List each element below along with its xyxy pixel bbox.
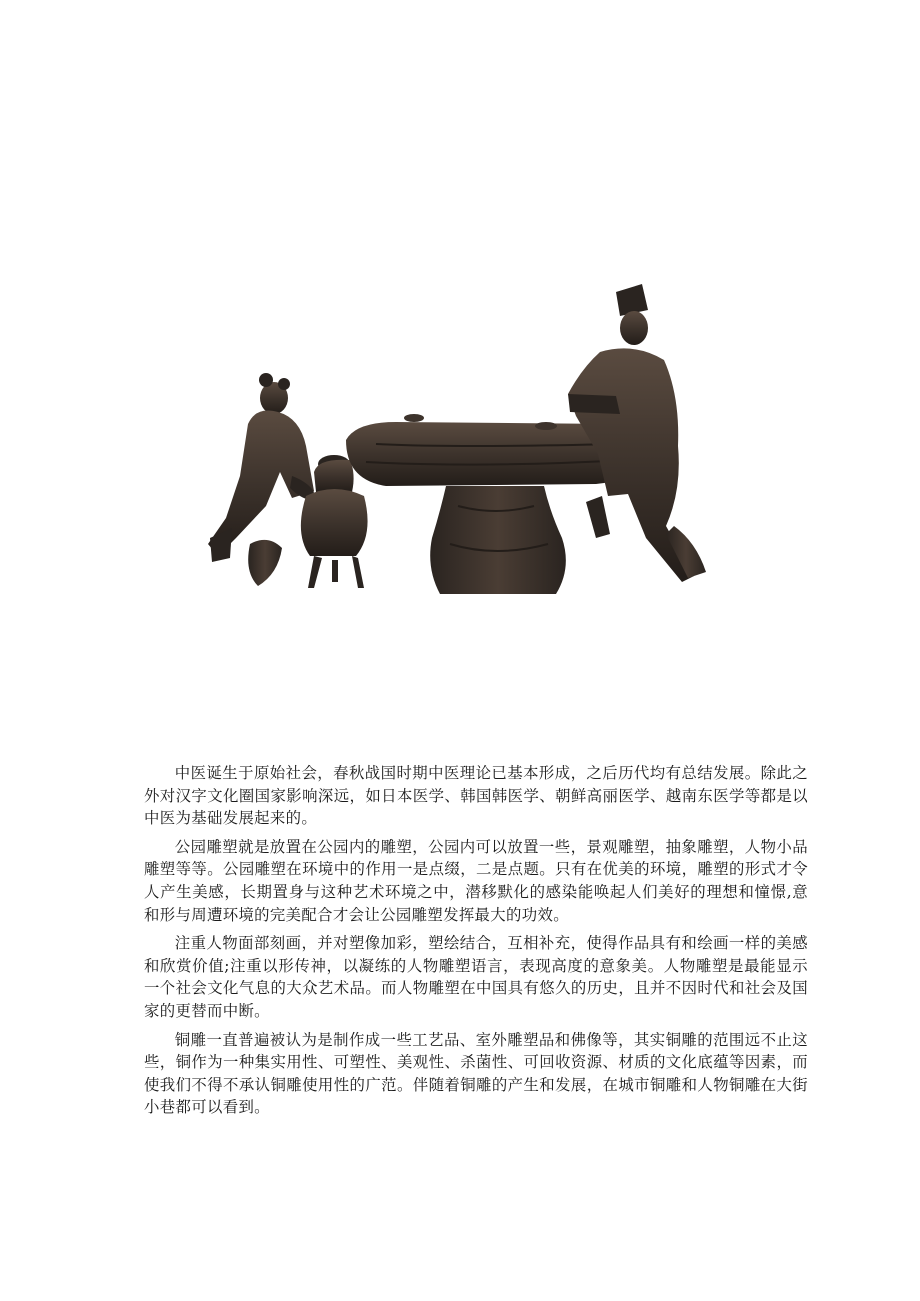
seated-scholar-figure: [568, 284, 706, 582]
article-body: [144, 762, 808, 1125]
bronze-sculpture-image: [196, 276, 726, 606]
paragraph-bronze-sculpture: 铜雕一直普遍被认为是制作成一些工艺品、室外雕塑品和佛像等，其实铜雕的范围远不止这些，铜作为一种集实用性、可塑性、美观性、杀菌性、可回收资源、材质的文化底蕴等因素，而使我们不得不承认铜雕使用性的广范。伴随着铜雕的产生和发展，在城市铜雕和人物铜雕在大街小巷都可以看到。: [144, 1030, 808, 1117]
paragraph-tcm-history: 中医诞生于原始社会，春秋战国时期中医理论已基本形成，之后历代均有总结发展。除此之外对汉字文化圈国家影响深远，如日本医学、韩国韩医学、朝鲜高丽医学、越南东医学等都是以中医为基础发展起来的。: [144, 764, 808, 828]
paragraph-park-sculpture: 公园雕塑就是放置在公园内的雕塑，公园内可以放置一些，景观雕塑，抽象雕塑，人物小品雕塑等等。公园雕塑在环境中的作用一是点缀，二是点题。只有在优美的环境，雕塑的形式才令人产生美感，长期置身与这种艺术环境之中，潜移默化的感染能唤起人们美好的理想和憧憬,意和形与周遭环境的完美配合才会让公园雕塑发挥最大的功效。: [144, 837, 808, 924]
kneeling-child-figure: [208, 373, 314, 586]
paragraph-figure-sculpture: 注重人物面部刻画，并对塑像加彩，塑绘结合，互相补充，使得作品具有和绘画一样的美感和欣赏价值;注重以形传神，以凝练的人物雕塑语言，表现高度的意象美。人物雕塑是最能显示一个社会文化气息的大众艺术品。而人物雕塑在中国具有悠久的历史，且并不因时代和社会及国家的更替而中断。: [144, 934, 808, 1020]
